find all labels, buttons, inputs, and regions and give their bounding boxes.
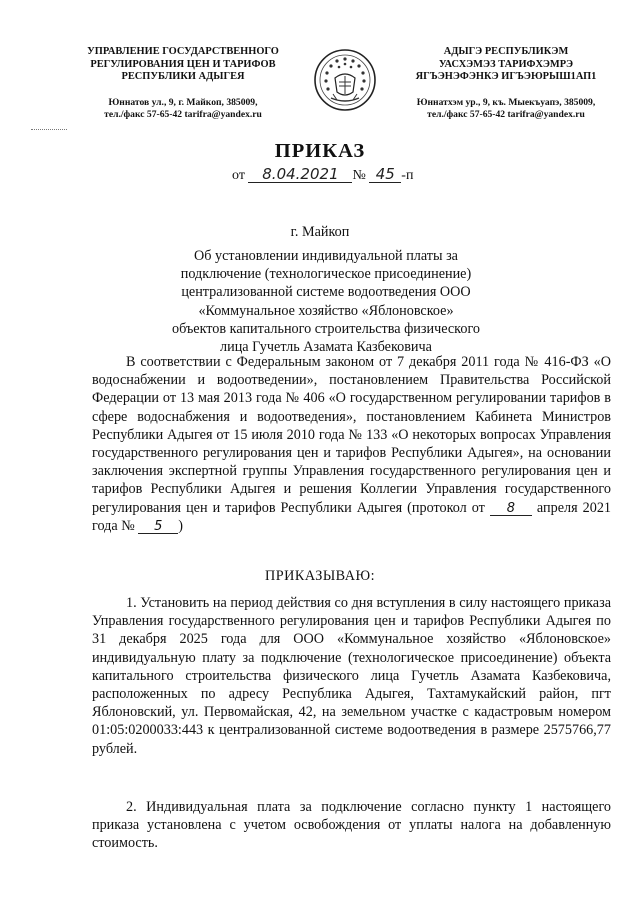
header-right-address: [388, 97, 624, 122]
order-item-2: [92, 798, 611, 853]
header-left-line2: РЕГУЛИРОВАНИЯ ЦЕН И ТАРИФОВ: [90, 58, 276, 70]
header-left-line3: РЕСПУБЛИКИ АДЫГЕЯ: [121, 71, 245, 82]
city-line: г. Майкоп: [290, 224, 350, 240]
order-item-1: [92, 594, 611, 758]
handwritten-protocol-day: 8: [490, 502, 532, 516]
handwritten-date: 8.04.2021: [248, 167, 352, 183]
header-left-address: [64, 97, 302, 122]
republic-emblem-icon: [313, 48, 377, 112]
date-prefix: от: [232, 168, 245, 183]
header-left-line1: УПРАВЛЕНИЕ ГОСУДАРСТВЕННОГО: [87, 46, 279, 57]
item-number: 1.: [126, 595, 137, 611]
header-right: [388, 46, 624, 122]
preamble-text-c: ): [178, 517, 184, 534]
order-subject: Об установлении индивидуальной платы за подключение (технологическое присоединение) централизованной системе водоотведения ООО «Коммунальное хозяйство «Яблоновское» объектов капитального строительства физического лица Гучетль Азамата Казбековича: [172, 248, 481, 356]
number-label: №: [352, 168, 366, 183]
header-right-line3: ЯГЪЭНЭФЭНКЭ ИГЪЭЮРЫШ1АП1: [415, 71, 597, 82]
preamble-text-b: апреля 2021 года №: [92, 499, 612, 534]
item-text: Установить на период действия со дня вступления в силу настоящего приказа Управления государственного регулирования цен и тарифов Республики Адыгея по 31 декабря 2025 года для ООО «Коммунальное хозяйство «Яблоновское» индивидуальную плату за подключение (технологическое присоединение) объекта капитального строительства физического лица Гучетль Азамата Казбековича, расположенных по адресу Республика Адыгея, Тахтамукайский район, пгт Яблоновский, ул. Первомайская, 42, на земельном участке с кадастровым номером 01:05:0200033:443 к централизованной системе водоотведения в размере 2575766,77 рублей.: [92, 595, 612, 757]
header-right-addr2: тел./факс 57-65-42 tarifra@yandex.ru: [427, 109, 585, 120]
item-text: Индивидуальная плата за подключение согласно пункту 1 настоящего приказа установлена с учетом освобождения от уплаты налога на добавленную стоимость.: [92, 799, 612, 852]
handwritten-order-number: 45: [369, 167, 401, 183]
preamble-text-a: В соответствии с Федеральным законом от 7 декабря 2011 года № 416-ФЗ «О водоснабжении и водоотведении», постановлением Правительства Российской Федерации от 13 мая 2013 года № 406 «О государственном регулировании тарифов в сфере водоснабжения и водоотведения», постановлением Кабинета Министров Республики Адыгея от 15 июля 2010 года № 133 «О некоторых вопросах Управления государственного регулирования цен и тарифов Республики Адыгея», на основании заключения экспертной группы Управления государственного регулирования цен и тарифов Республики Адыгея и решения Коллегии Управления государственного регулирования цен и тарифов Республики Адыгея (протокол от: [92, 354, 611, 516]
header-right-addr1: Юннатхэм ур., 9, къ. Мыекъуапэ, 385009,: [416, 96, 596, 108]
order-dateline: [232, 167, 413, 184]
number-suffix: -п: [401, 168, 414, 183]
header-left-addr1: Юннатов ул., 9, г. Майкоп, 385009,: [108, 96, 258, 108]
handwritten-protocol-number: 5: [138, 520, 178, 534]
scan-mark: [31, 129, 67, 130]
header-left: [64, 46, 302, 122]
header-left-addr2: тел./факс 57-65-42 tarifra@yandex.ru: [104, 109, 262, 120]
header-right-line1: АДЫГЭ РЕСПУБЛИКЭМ: [443, 46, 569, 57]
header-right-line2: УАСХЭМЭЗ ТАРИФХЭМРЭ: [438, 58, 574, 70]
item-number: 2.: [126, 799, 137, 815]
preamble: [92, 353, 611, 535]
document-title: ПРИКАЗ: [274, 140, 366, 162]
order-word: ПРИКАЗЫВАЮ:: [264, 568, 376, 584]
